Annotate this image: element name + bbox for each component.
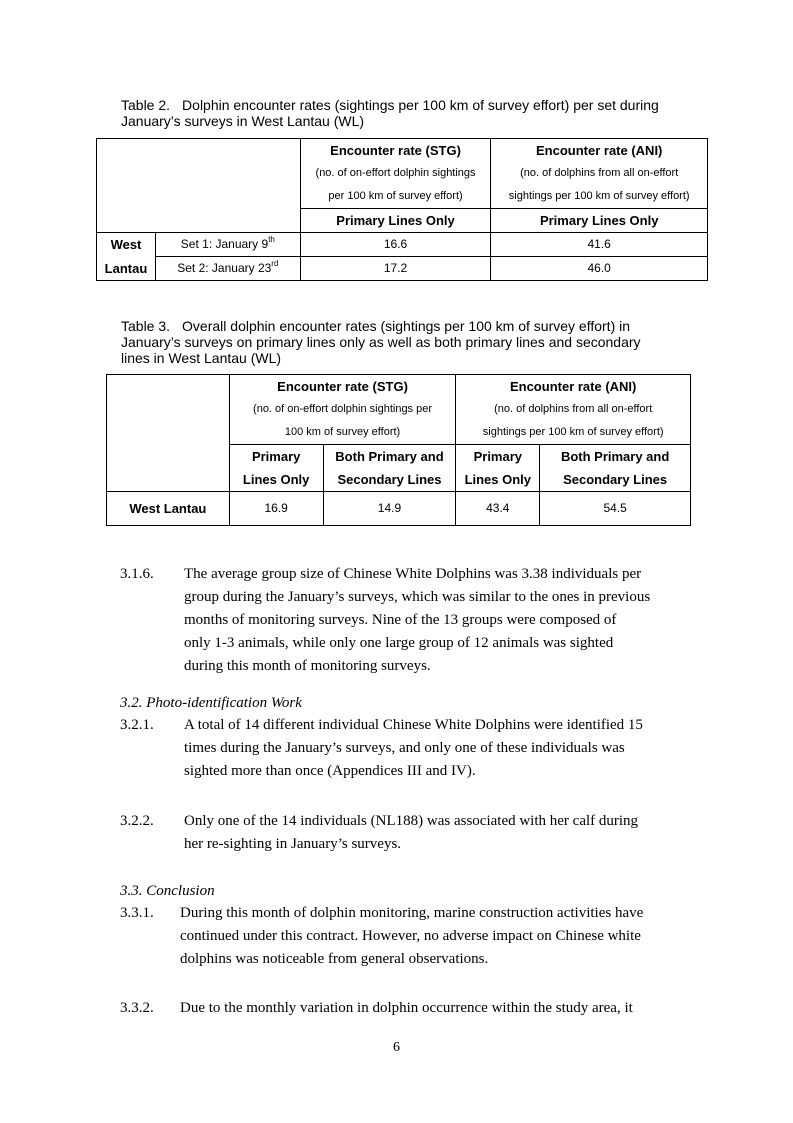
text-line: dolphins was noticeable from general observations.	[180, 951, 489, 967]
table3-col4-line2: Secondary Lines	[540, 468, 691, 492]
table3-stg-title: Encounter rate (STG)	[229, 375, 456, 399]
table2-row2-ani: 46.0	[491, 257, 708, 281]
table2-area-line1: West	[97, 233, 156, 257]
paragraph-3-1-6	[120, 563, 680, 678]
text-line: The average group size of Chinese White Dolphins was 3.38 individuals per	[184, 566, 642, 582]
paragraph-3-2-1	[120, 714, 680, 783]
table3-col1-line1: Primary	[229, 445, 323, 469]
table3-ani-sub1: (no. of dolphins from all on-effort	[456, 398, 691, 421]
table2-row2-set-text: Set 2: January 23	[177, 261, 272, 275]
table3-stg-sub1: (no. of on-effort dolphin sightings per	[229, 398, 456, 421]
text-line: only 1-3 animals, while only one large group of 12 animals was sighted	[184, 635, 614, 651]
table-row	[97, 139, 708, 163]
table-row	[97, 257, 708, 281]
table3-col2-line2: Secondary Lines	[323, 468, 456, 492]
text-line: group during the January’s surveys, which was similar to the ones in previous	[184, 589, 651, 605]
table3-caption	[121, 318, 701, 366]
text-line: during this month of monitoring surveys.	[184, 658, 431, 674]
table3-ani-sub2: sightings per 100 km of survey effort)	[456, 421, 691, 445]
table2-row2-set	[155, 257, 300, 281]
text-line: A total of 14 different individual Chinese White Dolphins were identified 15	[184, 717, 643, 733]
table-row	[107, 492, 691, 526]
table2-row1-ani: 41.6	[491, 233, 708, 257]
table2-caption-line1: Dolphin encounter rates (sightings per 100 km of survey effort) per set during	[182, 97, 659, 113]
paragraph-text	[184, 714, 643, 783]
paragraph-number: 3.3.1.	[120, 905, 154, 921]
table2-area-line2: Lantau	[97, 257, 156, 281]
paragraph-number: 3.1.6.	[120, 566, 154, 582]
text-line: her re-sighting in January’s surveys.	[184, 836, 402, 852]
table3-caption-number: Table 3.	[121, 318, 171, 334]
table2-primary-only-ani: Primary Lines Only	[491, 209, 708, 233]
table2	[96, 138, 708, 281]
table3-empty-header	[107, 375, 230, 492]
paragraph-text	[180, 997, 633, 1020]
table2-stg-title: Encounter rate (STG)	[300, 139, 491, 163]
table3-caption-line3: lines in West Lantau (WL)	[121, 350, 282, 366]
table2-ani-sub2: sightings per 100 km of survey effort)	[491, 185, 708, 209]
paragraph-3-2-2	[120, 810, 680, 856]
text-line: Due to the monthly variation in dolphin occurrence within the study area, it	[180, 1000, 633, 1016]
paragraph-number: 3.2.2.	[120, 813, 154, 829]
table3-col3-line1: Primary	[456, 445, 540, 469]
paragraph-number: 3.3.2.	[120, 1000, 154, 1016]
table3-col3-line2: Lines Only	[456, 468, 540, 492]
section-heading-3-2: 3.2. Photo-identification Work	[120, 695, 302, 711]
paragraph-number: 3.2.1.	[120, 717, 154, 733]
paragraph-text	[184, 563, 650, 678]
table2-row2-stg: 17.2	[300, 257, 491, 281]
text-line: continued under this contract. However, no adverse impact on Chinese white	[180, 928, 641, 944]
table2-caption-line2: January’s surveys in West Lantau (WL)	[121, 113, 365, 129]
table3-stg-sub2: 100 km of survey effort)	[229, 421, 456, 445]
table2-ani-title: Encounter rate (ANI)	[491, 139, 708, 163]
table2-row1-set	[155, 233, 300, 257]
table2-caption-number: Table 2.	[121, 97, 171, 113]
table3-col4-line1: Both Primary and	[540, 445, 691, 469]
table2-row1-stg: 16.6	[300, 233, 491, 257]
table2-empty-header	[97, 139, 301, 233]
table2-ani-sub1: (no. of dolphins from all on-effort	[491, 162, 708, 185]
paragraph-3-3-2	[120, 997, 690, 1020]
table3-row-label: West Lantau	[107, 492, 230, 526]
paragraph-text	[184, 810, 638, 856]
table3-caption-line1: Overall dolphin encounter rates (sightings per 100 km of survey effort) in	[182, 318, 631, 334]
text-line: sighted more than once (Appendices III and IV).	[184, 763, 476, 779]
table2-primary-only-stg: Primary Lines Only	[300, 209, 491, 233]
table3-caption-line2: January’s surveys on primary lines only as well as both primary lines and secondary	[121, 334, 641, 350]
paragraph-3-3-1	[120, 902, 690, 971]
table2-row1-set-sup: th	[268, 235, 275, 244]
table3-ani-title: Encounter rate (ANI)	[456, 375, 691, 399]
text-line: times during the January’s surveys, and only one of these individuals was	[184, 740, 625, 756]
section-heading-3-3: 3.3. Conclusion	[120, 883, 215, 899]
table2-stg-sub2: per 100 km of survey effort)	[300, 185, 491, 209]
table-row	[97, 233, 708, 257]
text-line: During this month of dolphin monitoring, marine construction activities have	[180, 905, 644, 921]
paragraph-text	[180, 902, 643, 971]
table3-value-2: 14.9	[323, 492, 456, 526]
text-line: Only one of the 14 individuals (NL188) was associated with her calf during	[184, 813, 639, 829]
table3-col2-line1: Both Primary and	[323, 445, 456, 469]
table3-value-4: 54.5	[540, 492, 691, 526]
page-number: 6	[393, 1040, 400, 1055]
table-row	[107, 375, 691, 399]
table2-row1-set-text: Set 1: January 9	[180, 237, 269, 251]
table2-stg-sub1: (no. of on-effort dolphin sightings	[300, 162, 491, 185]
table2-row2-set-sup: rd	[271, 259, 279, 268]
table3-value-1: 16.9	[229, 492, 323, 526]
text-line: months of monitoring surveys. Nine of the 13 groups were composed of	[184, 612, 617, 628]
table3-col1-line2: Lines Only	[229, 468, 323, 492]
table3	[106, 374, 691, 526]
table2-caption	[121, 97, 701, 129]
table3-value-3: 43.4	[456, 492, 540, 526]
